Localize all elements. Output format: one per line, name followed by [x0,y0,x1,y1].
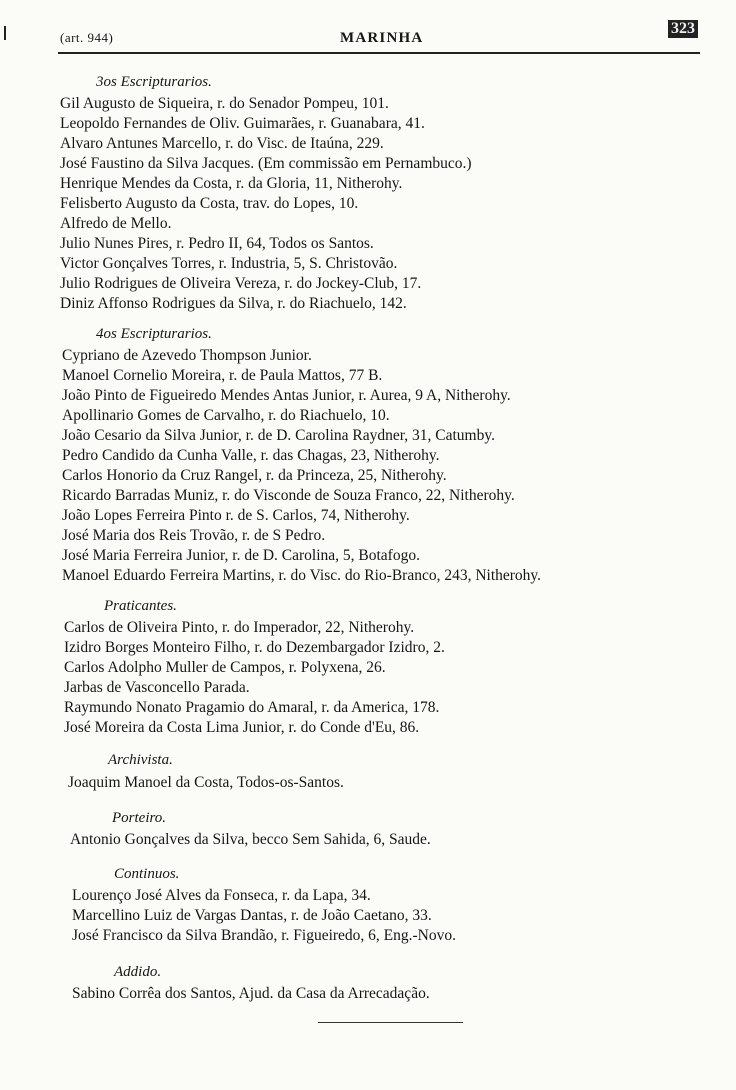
list-entry: João Pinto de Figueiredo Mendes Antas Junior, r. Aurea, 9 A, Nitherohy. [62,387,511,404]
list-entry: José Francisco da Silva Brandão, r. Figueiredo, 6, Eng.-Novo. [72,927,456,944]
list-entry: Antonio Gonçalves da Silva, becco Sem Sahida, 6, Saude. [70,831,431,848]
section-title: Continuos. [114,866,180,882]
list-entry: Alvaro Antunes Marcello, r. do Visc. de Itaúna, 229. [60,135,384,152]
section-title: 4os Escripturarios. [96,326,212,342]
list-entry: Gil Augusto de Siqueira, r. do Senador Pompeu, 101. [60,95,389,112]
list-entry: Lourenço José Alves da Fonseca, r. da Lapa, 34. [72,887,371,904]
list-entry: Joaquim Manoel da Costa, Todos-os-Santos. [68,774,344,791]
header-rule [58,52,700,54]
section-title: Archivista. [108,752,173,768]
list-entry: Cypriano de Azevedo Thompson Junior. [62,347,312,364]
page-header [60,20,700,50]
list-entry: Manoel Cornelio Moreira, r. de Paula Mattos, 77 B. [62,367,383,384]
list-entry: João Cesario da Silva Junior, r. de D. Carolina Raydner, 31, Catumby. [62,427,495,444]
list-entry: Ricardo Barradas Muniz, r. do Visconde de Souza Franco, 22, Nitherohy. [62,487,515,504]
page-number: 323 [668,20,698,38]
list-entry: Pedro Candido da Cunha Valle, r. das Chagas, 23, Nitherohy. [62,447,440,464]
closing-rule [318,1022,463,1023]
list-entry: José Maria Ferreira Junior, r. de D. Carolina, 5, Botafogo. [62,547,420,564]
list-entry: Alfredo de Mello. [60,215,172,232]
list-entry: Marcellino Luiz de Vargas Dantas, r. de João Caetano, 33. [72,907,432,924]
section-title: Porteiro. [112,810,167,826]
section-title: Praticantes. [104,598,177,614]
list-entry: Victor Gonçalves Torres, r. Industria, 5, S. Christovão. [60,255,398,272]
list-entry: Izidro Borges Monteiro Filho, r. do Dezembargador Izidro, 2. [64,639,445,656]
list-entry: José Moreira da Costa Lima Junior, r. do Conde d'Eu, 86. [64,719,420,736]
section-title: Addido. [114,964,162,980]
list-entry: Leopoldo Fernandes de Oliv. Guimarães, r. Guanabara, 41. [60,115,425,132]
article-reference: (art. 944) [60,30,114,45]
list-entry: Carlos Adolpho Muller de Campos, r. Polyxena, 26. [64,659,386,676]
list-entry: Sabino Corrêa dos Santos, Ajud. da Casa da Arrecadação. [72,985,430,1002]
list-entry: Raymundo Nonato Pragamio do Amaral, r. da America, 178. [64,699,440,716]
list-entry: Julio Rodrigues de Oliveira Vereza, r. do Jockey-Club, 17. [60,275,422,292]
running-title: MARINHA [340,30,424,46]
section-title: 3os Escripturarios. [96,74,212,90]
list-entry: Diniz Affonso Rodrigues da Silva, r. do Riachuelo, 142. [60,295,407,312]
list-entry: Jarbas de Vasconcello Parada. [64,679,250,696]
list-entry: João Lopes Ferreira Pinto r. de S. Carlos, 74, Nitherohy. [62,507,410,524]
list-entry: Carlos de Oliveira Pinto, r. do Imperador, 22, Nitherohy. [64,619,415,636]
list-entry: Apollinario Gomes de Carvalho, r. do Riachuelo, 10. [62,407,390,424]
list-entry: Manoel Eduardo Ferreira Martins, r. do Visc. do Rio-Branco, 243, Nitherohy. [62,567,542,584]
list-entry: Julio Nunes Pires, r. Pedro II, 64, Todos os Santos. [60,235,374,252]
list-entry: Henrique Mendes da Costa, r. da Gloria, 11, Nitherohy. [60,175,403,192]
list-entry: José Faustino da Silva Jacques. (Em commissão em Pernambuco.) [60,155,472,172]
list-entry: Felisberto Augusto da Costa, trav. do Lopes, 10. [60,195,359,212]
list-entry: José Maria dos Reis Trovão, r. de S Pedro. [62,527,326,544]
margin-mark [4,26,6,40]
list-entry: Carlos Honorio da Cruz Rangel, r. da Princeza, 25, Nitherohy. [62,467,447,484]
